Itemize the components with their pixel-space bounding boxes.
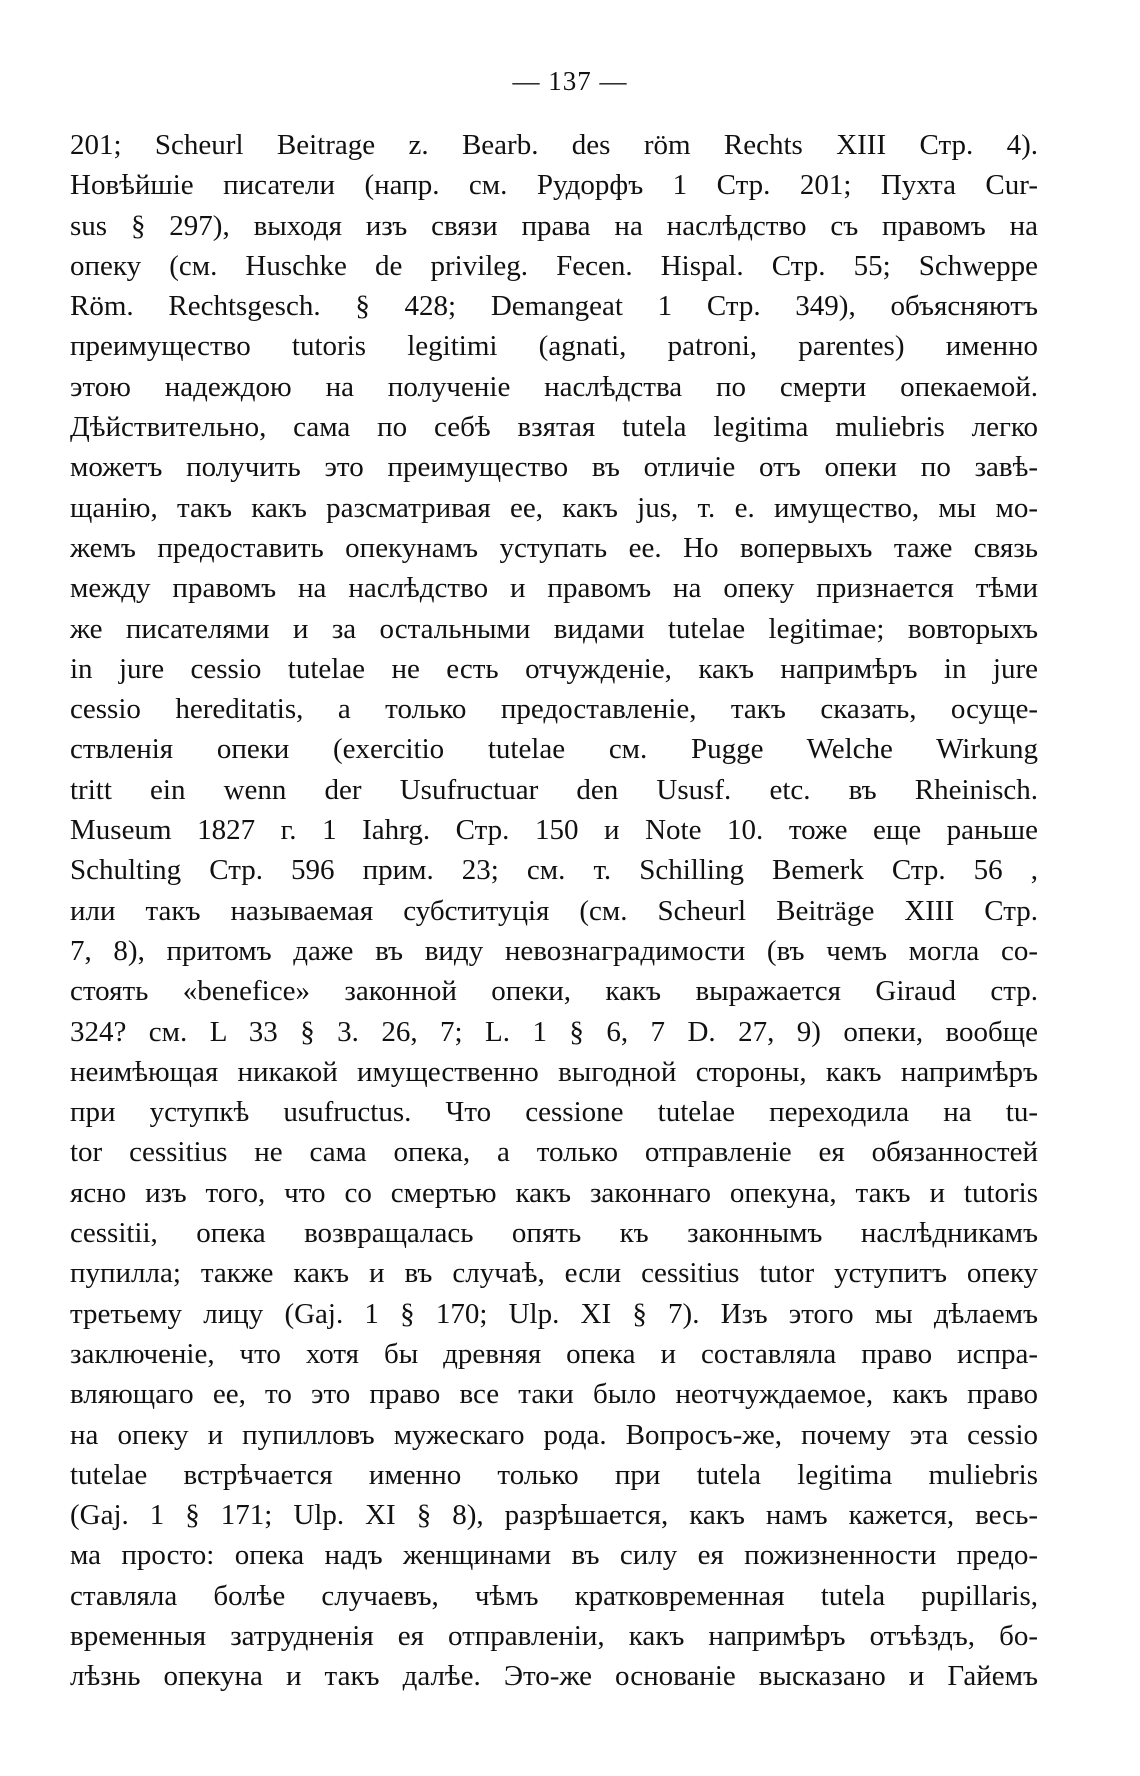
text-line: ясно изъ того, что со смертью какъ законнаго опекуна, такъ и tutoris [70,1176,1038,1209]
text-line: можетъ получить это преимущество въ отличіе отъ опеки по завѣ- [70,451,1038,484]
text-line: пупилла; также какъ и въ случаѣ, если cessitius tutor уступитъ опеку [70,1257,1038,1290]
text-line: tutelae встрѣчается именно только при tutela legitima muliebris [70,1458,1038,1491]
text-line: лѣзнь опекуна и такъ далѣе. Это-же основаніе высказано и Гайемъ [70,1660,1038,1693]
text-line: 7, 8), притомъ даже въ виду невознаградимости (въ чемъ могла со- [70,934,1038,967]
text-line: Röm. Rechtsgesch. § 428; Demangeat 1 Стр. 349), объясняютъ [70,290,1038,323]
text-line: 324? см. L 33 § 3. 26, 7; L. 1 § 6, 7 D. 27, 9) опеки, вообще [70,1015,1038,1048]
text-line: 201; Scheurl Beitrage z. Bearb. des röm Rechts XIII Стр. 4). [70,129,1038,161]
text-line: ставляла болѣе случаевъ, чѣмъ кратковременная tutela pupillaris, [70,1579,1038,1612]
text-line: tor cessitius не сама опека, а только отправленіе ея обязанностей [70,1136,1038,1169]
text-line: преимущество tutoris legitimi (agnati, patroni, parentes) именно [70,330,1038,363]
text-line: неимѣющая никакой имущественно выгодной стороны, какъ напримѣръ [70,1055,1038,1088]
text-line: (Gaj. 1 § 171; Ulp. XI § 8), разрѣшается, какъ намъ кажется, весь- [70,1499,1038,1532]
text-line: tritt ein wenn der Usufructuar den Ususf. etc. въ Rheinisch. [70,773,1038,806]
text-line: cessio hereditatis, а только предоставленіе, такъ сказать, осуще- [70,693,1038,726]
text-line: на опеку и пупилловъ мужескаго рода. Вопросъ-же, почему эта cessio [70,1418,1038,1451]
text-line: третьему лицу (Gaj. 1 § 170; Ulp. XI § 7). Изъ этого мы дѣлаемъ [70,1297,1038,1330]
text-line: же писателями и за остальными видами tutelae legitimae; вовторыхъ [70,612,1038,645]
text-line: вляющаго ее, то это право все таки было неотчуждаемое, какъ право [70,1378,1038,1411]
text-line: при уступкѣ usufructus. Что cessione tutelae переходила на tu- [70,1096,1038,1129]
text-line: или такъ называемая субституція (см. Scheurl Beiträge XIII Стр. [70,894,1038,927]
text-line: cessitii, опека возвращалась опять къ законнымъ наслѣдникамъ [70,1217,1038,1250]
text-line: этою надеждою на полученіе наслѣдства по смерти опекаемой. [70,370,1038,403]
text-line: ствленія опеки (exercitio tutelae см. Pugge Welche Wirkung [70,733,1038,766]
text-line: между правомъ на наслѣдство и правомъ на опеку признается тѣми [70,572,1038,605]
text-line: ма просто: опека надъ женщинами въ силу ея пожизненности предо- [70,1539,1038,1572]
text-line: заключеніе, что хотя бы древняя опека и составляла право испра- [70,1337,1038,1370]
text-line: Schulting Стр. 596 прим. 23; см. т. Schilling Bemerk Стр. 56 , [70,854,1038,887]
text-line: опеку (см. Huschke de privileg. Fecen. Hispal. Стр. 55; Schweppe [70,249,1038,282]
text-line: жемъ предоставить опекунамъ уступать ее. Но вопервыхъ таже связь [70,531,1038,564]
text-line: Новѣйшіе писатели (напр. см. Рудорфъ 1 Стр. 201; Пухта Cur- [70,169,1038,202]
page-number: — 137 — [512,66,628,96]
body-text [70,125,1038,1697]
text-line: Дѣйствительно, сама по себѣ взятая tutela legitima muliebris легко [70,411,1038,444]
text-line: щанію, такъ какъ разсматривая ее, какъ jus, т. е. имущество, мы мо- [70,491,1038,524]
text-line: стоять «benefice» законной опеки, какъ выражается Giraud стр. [70,975,1038,1008]
text-line: in jure cessio tutelae не есть отчужденіе, какъ напримѣръ in jure [70,652,1038,685]
text-line: Museum 1827 г. 1 Iahrg. Стр. 150 и Note 10. тоже еще раньше [70,814,1038,847]
text-line: sus § 297), выходя изъ связи права на наслѣдство съ правомъ на [70,209,1038,242]
text-line: временныя затрудненія ея отправленіи, какъ напримѣръ отъѣздъ, бо- [70,1619,1038,1652]
